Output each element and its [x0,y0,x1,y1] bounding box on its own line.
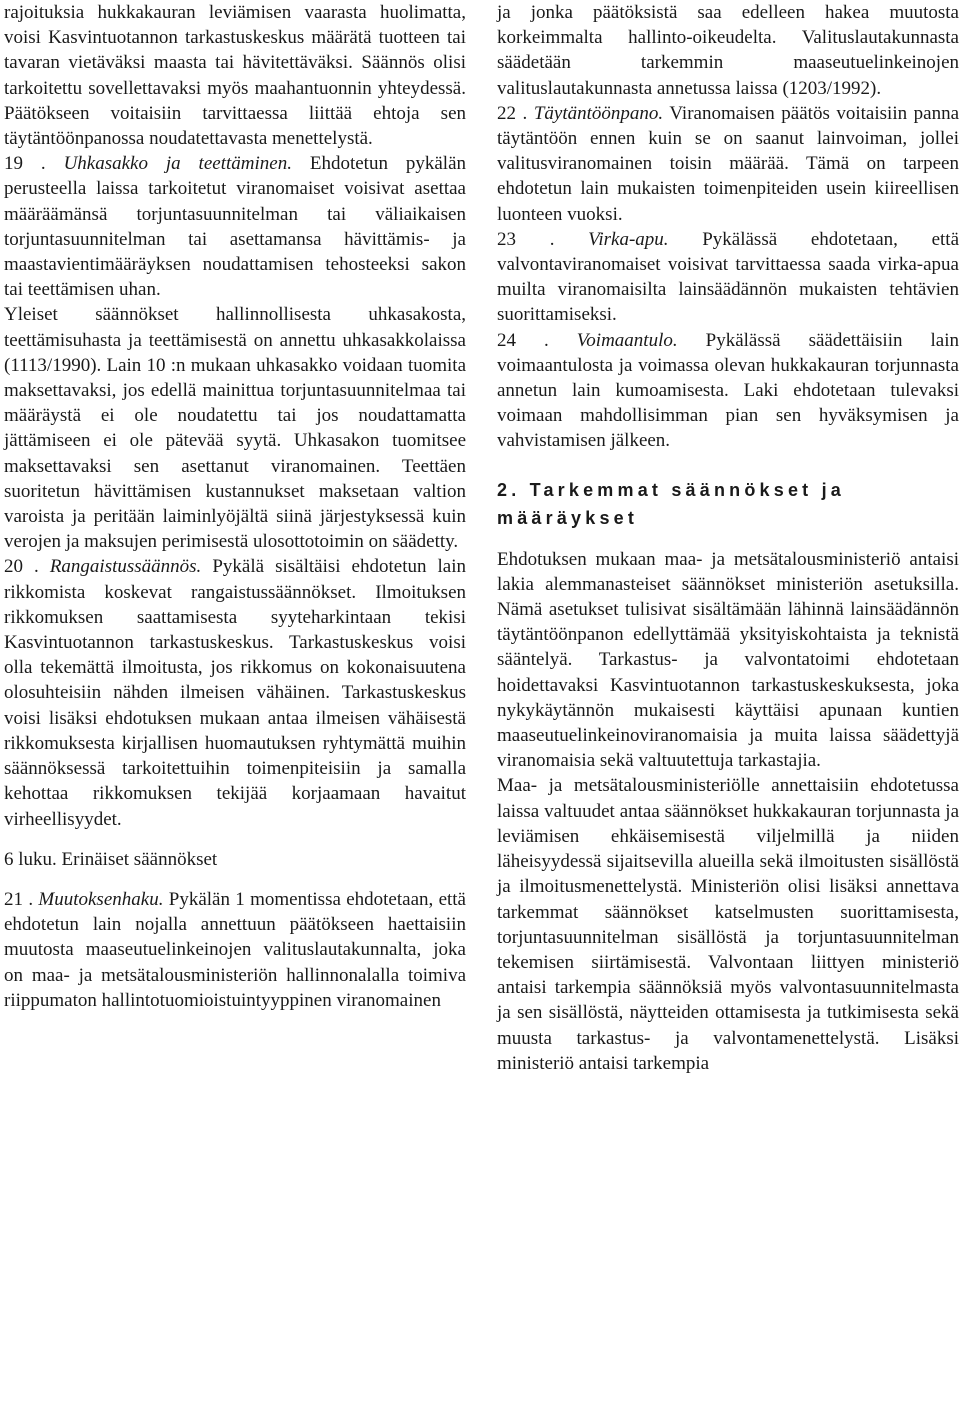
section-23-number: 23 . [497,228,589,250]
section-23-title: Virka-apu. [588,228,669,250]
section-19-text: Ehdotetun pykälän perusteella laissa tarkoitetut viranomaiset voisivat asettaa määräämänsä torjuntasuunnitelman tai väliaikaisen torjuntasuunnitelman tai asettamansa hävittämis- ja maastavientimääräyksen noudattamisen tehosteeksi sakon tai teettämisen uhan. [4,153,466,301]
section-20 [4,554,466,831]
section-24-number: 24 . [497,329,577,351]
section-22-number: 22 . [497,102,534,124]
paragraph-intro-left: rajoituksia hukkakauran leviämisen vaarasta huolimatta, voisi Kasvintuotannon tarkastuskeskus määrätä tuotteen tai tavaran vietäväksi maasta tai hävitettäväksi. Säännös olisi tarkoitettu sovellettavaksi myös maahantuonnin yhteydessä. Päätökseen voitaisiin tarvittaessa liittää ehtoja sen täytäntöönpanossa noudatettavasta menettelystä. [4,2,466,150]
paragraph-3: Maa- ja metsätalousministeriölle annettaisiin ehdotetussa laissa valtuudet antaa säännökset hukkakauran torjunnasta ja leviämisen ehkäisemisestä viljelmillä ja niiden läheisyydessä sijaitsevilla alueilla sekä ilmoitusten sisällöstä ja ilmoitusmenettelystä. Ministeriön olisi lisäksi annettava tarkemmat säännökset katselmusten suorittamisesta, torjuntasuunnitelman sisällöstä ja torjuntasuunnitelman tekemisen siirtämisestä. Valvontaan liittyen ministeriö antaisi tarkempia säännöksiä myös valvontasuunnitelmasta ja sen sisällöstä, näytteiden ottamisesta ja tutkimisesta sekä muusta tarkastus- ja valvontamenettelystä. Lisäksi ministeriö antaisi tarkempia [497,775,959,1074]
section-20-text: Pykälä sisältäisi ehdotetun lain rikkomista koskevat rangaistussäännökset. Ilmoituksen rikkomuksen saattamisesta syyteharkintaan tekisi Kasvintuotannon tarkastuskeskus. Tarkastuskeskus voisi olla tekemättä ilmoitusta, jos rikkomus on kokonaisuutena olosuhteisiin nähden ilmeisen vähäinen. Tarkastuskeskus voisi lisäksi ehdotuksen mukaan antaa ilmeisen vähäisestä rikkomuksesta kirjallisen huomautuksen ryhtymättä muihin säännöksessä tarkoitettuihin toimenpiteisiin ja samalla kehottaa rikkomuksen tekijää korjaamaan havaitut virheellisyydet. [4,556,466,830]
left-column [4,0,466,1013]
section-21-title: Muutoksenhaku. [38,888,164,910]
section-19 [4,151,466,302]
section-22-text: Viranomaisen päätös voitaisiin panna täytäntöön ennen kuin se on saanut lainvoiman, jollei valitusviranomainen toisin määrää. Tämä on tarpeen ehdotetun lain mukaisten toimenpiteiden usein kiireellisen luonteen vuoksi. [497,102,959,225]
section-19-paragraph-2: Yleiset säännökset hallinnollisesta uhkasakosta, teettämisuhasta ja teettämisestä on annettu uhkasakkolaissa (1113/1990). Lain 10 :n mukaan uhkasakko voidaan tuomita maksettavaksi, jos edellä mainittua torjuntasuunnitelmaa tai määräystä ei ole noudatettu tai jos noudattamatta jättämiseen ei ole pätevää syytä. Uhkasakon tuomitsee maksettavaksi sen asettanut viranomainen. Teettäen suoritetun hävittämisen kustannukset maksetaan valtion varoista ja peritään laiminlyöjältä siinä järjestyksessä kuin verojen ja maksujen perimisestä ulosottotoimin on säädetty. [4,304,466,553]
section-22 [497,101,959,227]
section-23 [497,227,959,328]
section-24-title: Voimaantulo. [576,329,678,351]
paragraph-continued-right: ja jonka päätöksistä saa edelleen hakea muutosta korkeimmalta hallinto-oikeudelta. Valituslautakunnasta säädetään tarkemmin maaseutuelinkeinojen valituslautakunnasta annetussa laissa (1203/1992). [497,2,959,99]
section-20-number: 20 . [4,556,50,578]
section-heading: 2. Tarkemmat säännökset ja määräykset [497,479,845,528]
right-column [497,0,959,1076]
chapter-heading: 6 luku. Erinäiset säännökset [4,848,218,870]
section-19-number: 19 . [4,153,64,175]
paragraph-2: Ehdotuksen mukaan maa- ja metsätalousministeriö antaisi lakia alemmanasteiset säännökset ministeriön asetuksilla. Nämä asetukset tulisivat sisältämään lähinnä lainsäädännön täytäntöönpanon edellyttämää yksityiskohtaista ja teknistä sääntelyä. Tarkastus- ja valvontatoimi ehdotetaan hoidettavaksi Kasvintuotannon tarkastuskeskuksesta, joka nykykäytännön mukaisesti käyttäisi apunaan kuntien maaseutuelinkeinoviranomaisia ja muita laissa säädettyjä viranomaisia sekä valtuutettuja tarkastajia. [497,548,959,772]
section-24-text: Pykälässä säädettäisiin lain voimaantulosta ja voimassa olevan hukkakauran torjunnasta annetun lain kumoamisesta. Laki ehdotetaan tulevaksi voimaan mahdollisimman pian sen hyväksymisen ja vahvistamisen jälkeen. [497,329,960,452]
section-23-text: Pykälässä ehdotetaan, että valvontaviranomaiset voisivat tarvittaessa saada virka-apua muilta viranomaisilta lainsäädännön mukaisten tehtävien suorittamiseksi. [497,228,960,326]
section-24 [497,328,959,454]
section-21-number: 21 . [4,888,39,910]
section-22-title: Täytäntöönpano. [533,102,664,124]
section-21 [4,887,466,1013]
section-19-title: Uhkasakko ja teettäminen. [63,153,292,175]
section-20-title: Rangaistussäännös. [49,556,202,578]
section-21-text: Pykälän 1 momentissa ehdotetaan, että ehdotetun lain nojalla annettuun päätökseen haettaisiin muutosta maaseutuelinkeinojen valituslautakunnalta, joka on maa- ja metsätalousministeriön hallinnonalalla toimiva riippumaton hallintotuomioistuintyyppinen viranomainen [4,888,466,1011]
